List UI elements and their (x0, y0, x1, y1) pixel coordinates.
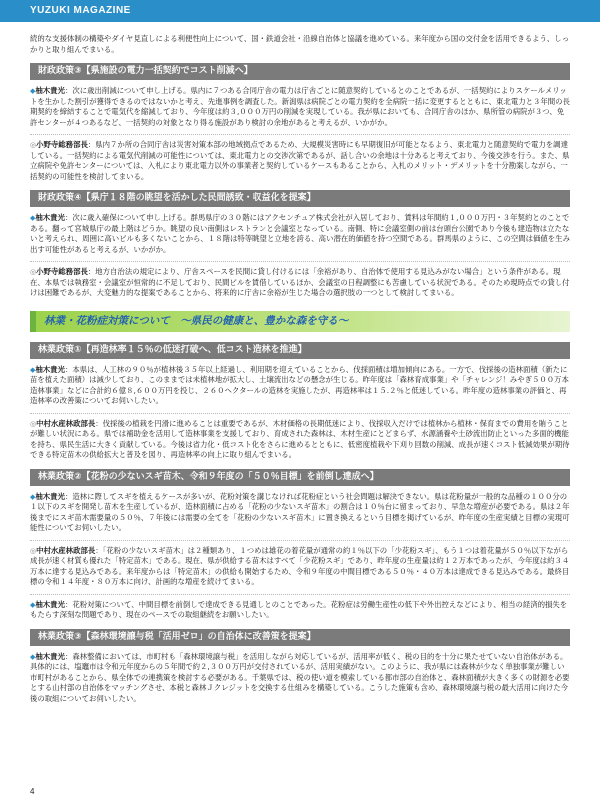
section-title-forestry-3: 林業政策③【森林環境譲与税「活用ゼロ」の自治体に改善策を提案】 (30, 629, 570, 646)
section-title-finance-3: 財政政策③【県施設の電力一括契約でコスト削減へ】 (30, 63, 570, 80)
divider (30, 134, 570, 135)
paragraph-yunoki (30, 86, 570, 128)
speaker-name: 柚木貴光 (35, 86, 65, 95)
circle-bullet-icon: ◎ (30, 268, 37, 276)
speaker-name: 小野寺総務部長 (36, 140, 88, 149)
section-title-forestry-1: 林業政策①【再造林率１５％の低迷打破へ、低コスト造林を推進】 (30, 342, 570, 359)
circle-bullet-icon: ◎ (30, 546, 37, 555)
circle-bullet-icon: ◎ (30, 141, 37, 149)
speaker-name: 小野寺総務部長 (36, 267, 88, 276)
speaker-name: 柚木貴光 (35, 651, 65, 661)
intro-text: 続的な支援体制の構築やダイヤ見直しによる利便性向上について、国・鉄道会社・沿線自治体と協議を進めている。来年度から国の交付金を活用できるよう、しっかりと取り組んでまいる。 (30, 34, 570, 54)
speaker-name: 柚木貴光 (35, 364, 65, 374)
speaker-name: 柚木貴光 (35, 491, 65, 501)
diamond-bullet-icon: ◆ (30, 652, 36, 661)
divider (30, 540, 570, 541)
page-number: 4 (30, 787, 35, 796)
paragraph-text: ：「花粉の少ないスギ苗木」は２種類あり、１つめは雄花の着花量が通常の約１％以下の「少花粉スギ」、もう１つは着花量が５０％以下ながら成長が速く材質も優れた「特定苗木」である。現在、県が供給する苗木はすべて「少花粉スギ」であり、昨年度の生産量は約１２万本であったが、今年度は約３４万本に達する見込みである。来年度からは「特定苗木」の供給も開始するため、令和９年度の中間目標である５０％・４０万本は達成できる見込みである。最終目標の令和１４年度・８０万本に向け、計画的な増産を続けてまいる。 (30, 545, 570, 586)
paragraph-text: ：森林整備においては、市町村も「森林環境譲与税」を活用しながら対応しているが、活用率が低く、税の目的を十分に果たせていない自治体がある。具体的には、塩竈市は令和元年度からの５年間で約２,３００万円が交付されているが、活用実績がない。このように、我が県には森林が少なく単独事業が難しい市町村があることから、県全体での連携策を検討する必要がある。千葉県では、税の使い道を模索している都市部の自治体と、森林面積が大きく多くの財源を必要とする山村部の自治体をマッチングさせ、本税と森林Ｊクレジットを交換する仕組みを構築している。こうした施策も含め、森林環境譲与税の最大活用に向けた今後の取組についてお伺いしたい。 (30, 651, 570, 703)
divider (30, 261, 570, 262)
paragraph-yunoki (30, 365, 570, 407)
paragraph-yunoki (30, 600, 570, 621)
divider (30, 594, 570, 595)
paragraph-text: ：本県は、人工林の９０％が植林後３５年以上経過し、利用期を迎えていることから、伐採面積は増加傾向にある。一方で、伐採後の造林面積（新たに苗を植えた面積）は減少しており、このままでは未植林地が拡大し、土壌流出などの懸念が生じる。昨年度は「森林育成事業」や「チャレンジ！みやぎ５００万本造林事業」などに合計約６億８,６００万円を投じ、２６０ヘクタールの造林を実施したが、再造林率は１５.２％と低迷している。昨年度の造林事業の評価と、再造林率の改善策についてお伺いしたい。 (30, 364, 569, 405)
paragraph-text: ：花粉対策について、中間目標を前倒しで達成できる見通しとのことであった。花粉症は労働生産性の低下や外出控えなどにより、相当の経済的損失をもたらす深刻な問題であり、現在のペースでの取組継続をお願いしたい。 (30, 599, 568, 619)
circle-bullet-icon: ◎ (30, 419, 37, 428)
diamond-bullet-icon: ◆ (30, 600, 36, 609)
forestry-banner: 林業・花粉症対策について ～県民の健康と、豊かな森を守る～ (30, 311, 570, 332)
section-title-finance-4: 財政政策④【県庁１８階の眺望を活かした民間誘致・収益化を提案】 (30, 190, 570, 207)
speaker-name: 柚木貴光 (35, 213, 65, 222)
paragraph-yunoki (30, 652, 570, 705)
paragraph-text: ：地方自治法の規定により、庁舎スペースを民間に貸し付けるには「余裕があり、自治体で使用する見込みがない場合」という条件がある。現在、本県では執務室・会議室が恒常的に不足しており、民間ビルを賃借しているほか、会議室の日程調整にも苦慮している状況である。そのため現時点での貸し付けは困難であるが、大変魅力的な提案であることから、将来的に庁舎に余裕が生じた場合の選択肢の一つとして検討してまいる。 (30, 267, 570, 297)
paragraph-yunoki (30, 492, 570, 534)
paragraph-yunoki (30, 213, 570, 255)
paragraph-text: ：次に歳出削減について申し上げる。県内に７つある合同庁舎の電力は庁舎ごとに随意契約しているとのことであるが、一括契約によりスケールメリットを生かした割引が獲得できるのではないかと考え、先進事例を調査した。新潟県は病院ごとの電力契約を全病院一括に変更するとともに、東北電力と３年間の長期契約を締結することで電気代を縮減しており、今年度は約３,０００万円の削減を実現している。我が県においても、合同庁舎のほか、県所管の病院が３つ、免許センターが４つあるなど、一括契約の対象となり得る施設があり検討の余地があると考えるが、いかがか。 (30, 86, 570, 127)
paragraph-onodera (30, 140, 570, 182)
paragraph-text: ：造林に際してスギを植えるケースが多いが、花粉対策を講じなければ花粉症という社会問題は解決できない。県は花粉量が一般的な品種の１００分の１以下のスギを開発し苗木を生産しているが、造林面積に占める「花粉の少ないスギ苗木」の割合は１０％台に留まっており、早急な増産が必要である。県は２年後までにスギ苗木需要量の５０％、７年後には需要の全てを「花粉の少ないスギ苗木」に置き換えるという目標を掲げているが、昨年度の生産実績と目標の実現可能性についてお伺いしたい。 (30, 491, 570, 532)
diamond-bullet-icon: ◆ (30, 365, 36, 374)
section-title-forestry-2: 林業政策②【花粉の少ないスギ苗木、令和９年度の「５０％目標」を前倒し達成へ】 (30, 469, 570, 486)
speaker-name: 中村水産林政部長 (36, 545, 96, 555)
paragraph-text: ：次に歳入確保について申し上げる。群馬県庁の３０階にはアクセンチュア株式会社が入居しており、賃料は年間約１,０００万円・３年契約とのことである。翻って宮城県庁の最上階はどうか。眺望の良い南側はレストランと会議室となっている。南側、特に会議室側の前は台頭台公園であり今後も建造物は立たないと考えられ、周囲に高いビルも多くないことから、１８階は特等眺望と立地を誇る、高い潜在的価値を持つ空間である。群馬県のように、この空間は価値を生み出す可能性があると考えるが、いかがか。 (30, 213, 570, 254)
paragraph-onodera (30, 267, 570, 299)
diamond-bullet-icon: ◆ (30, 87, 36, 95)
paragraph-nakamura (30, 546, 570, 588)
magazine-header: YUZUKI MAGAZINE (0, 0, 600, 22)
speaker-name: 中村水産林政部長 (36, 418, 96, 428)
paragraph-text: ：伐採後の植栽を円滑に進めることは重要であるが、木材価格の長期低迷により、伐採収入だけでは植林から植林・保育までの費用を賄うことが難しい状況にある。県では補助金を活用して造林事業を支援しており、育成された森林は、木材生産にとどまらず、水源涵養や土砂流出防止といった多面的機能を持ち、県民生活に大きく貢献している。今後は省力化・低コスト化をさらに進めるとともに、低密度植栽や下刈り回数の削減、成長が速くコスト低減効果が期待できる特定苗木の供給拡大と普及を図り、再造林率の向上に取り組んでまいる。 (30, 418, 570, 459)
paragraph-nakamura (30, 419, 570, 461)
diamond-bullet-icon: ◆ (30, 214, 36, 222)
diamond-bullet-icon: ◆ (30, 492, 36, 501)
speaker-name: 柚木貴光 (35, 599, 65, 609)
page-content (30, 34, 570, 710)
paragraph-text: ：県内７か所の合同庁舎は災害対策本部の地域拠点であるため、大規模災害時にも早期復旧が可能となるよう、東北電力と随意契約で電力を調達している。一括契約による電気代削減の可能性については、東北電力との交渉次第であるが、話し合いの余地は十分あると考えており、今後交渉を行う。また、県立病院や免許センターについては、入札により東北電力以外の事業者と契約しているケースもあることから、入札のメリット・デメリットを十分勘案しながら、一括契約の可能性を検討してまいる。 (30, 140, 570, 181)
divider (30, 413, 570, 414)
